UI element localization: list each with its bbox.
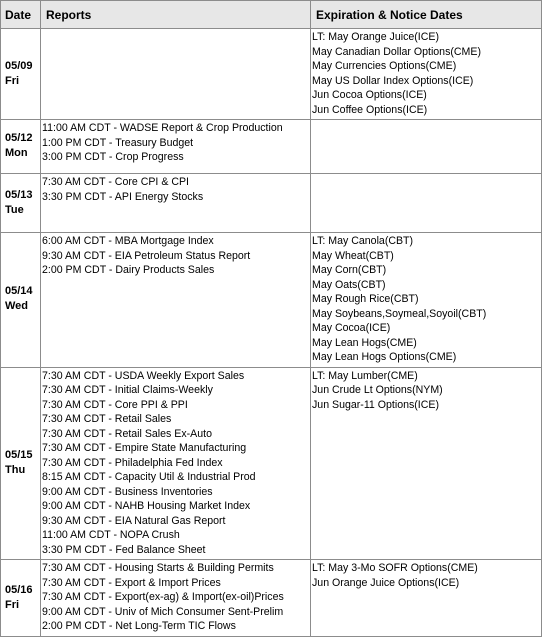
expiration-column-header: Expiration & Notice Dates [311, 1, 542, 29]
expirations-cell [311, 174, 542, 233]
expiration-item: May Wheat(CBT) [312, 249, 394, 262]
expiration-item: LT: May Lumber(CME) [312, 369, 418, 382]
report-item: 7:30 AM CDT - Core PPI & PPI [42, 398, 188, 411]
report-item: 7:30 AM CDT - Retail Sales Ex-Auto [42, 427, 212, 440]
reports-cell [41, 174, 311, 233]
report-item: 8:15 AM CDT - Capacity Util & Industrial Prod [42, 471, 256, 483]
date-label: 05/12 [5, 132, 33, 144]
report-item: 2:00 PM CDT - Net Long-Term TIC Flows [42, 620, 236, 632]
table-row [1, 29, 542, 120]
date-cell [1, 29, 41, 120]
expirations-cell [311, 29, 542, 120]
day-label: Tue [5, 203, 24, 216]
expirations-cell [311, 560, 542, 637]
report-item: 7:30 AM CDT - Housing Starts & Building Permits [42, 562, 274, 574]
expiration-item: May Canadian Dollar Options(CME) [312, 45, 481, 58]
date-label: 05/15 [5, 448, 33, 461]
expiration-item: May Oats(CBT) [312, 278, 386, 291]
report-item: 1:00 PM CDT - Treasury Budget [42, 136, 194, 149]
expiration-item: LT: May Orange Juice(ICE) [312, 31, 439, 43]
report-item: 7:30 AM CDT - Empire State Manufacturing [42, 442, 247, 454]
table-row [1, 120, 542, 174]
date-cell [1, 560, 41, 637]
day-label: Thu [5, 463, 26, 476]
table-row [1, 233, 542, 368]
expiration-item: Jun Coffee Options(ICE) [312, 103, 428, 116]
report-item: 11:00 AM CDT - WADSE Report & Crop Production [42, 122, 283, 134]
date-label: 05/13 [5, 188, 33, 201]
report-item: 3:30 PM CDT - Fed Balance Sheet [42, 543, 206, 556]
expiration-item: May Cocoa(ICE) [312, 322, 391, 334]
report-item: 7:30 AM CDT - Export(ex-ag) & Import(ex-oil)Prices [42, 591, 284, 603]
expiration-item: May Soybeans,Soymeal,Soyoil(CBT) [312, 307, 487, 320]
reports-cell [41, 120, 311, 174]
expiration-item: LT: May 3-Mo SOFR Options(CME) [312, 562, 478, 574]
report-item: 6:00 AM CDT - MBA Mortgage Index [42, 235, 214, 247]
expiration-item: Jun Crude Lt Options(NYM) [312, 384, 443, 396]
report-item: 7:30 AM CDT - Export & Import Prices [42, 576, 221, 589]
expiration-item: Jun Orange Juice Options(ICE) [312, 576, 460, 589]
date-cell [1, 233, 41, 368]
expiration-item: May Lean Hogs(CME) [312, 336, 417, 349]
expiration-item: Jun Sugar-11 Options(ICE) [312, 398, 439, 411]
day-label: Fri [5, 598, 20, 611]
reports-cell [41, 29, 311, 120]
date-label: 05/14 [5, 285, 33, 298]
expiration-item: May Currencies Options(CME) [312, 60, 457, 72]
table-row [1, 174, 542, 233]
calendar-body [1, 29, 542, 637]
expiration-item: Jun Cocoa Options(ICE) [312, 89, 427, 101]
report-item: 3:30 PM CDT - API Energy Stocks [42, 190, 204, 203]
report-item: 11:00 AM CDT - NOPA Crush [42, 529, 180, 541]
report-item: 7:30 AM CDT - USDA Weekly Export Sales [42, 369, 245, 382]
table-row [1, 367, 542, 560]
report-item: 2:00 PM CDT - Dairy Products Sales [42, 264, 215, 276]
reports-cell [41, 233, 311, 368]
date-column-header: Date [1, 1, 41, 29]
report-item: 7:30 AM CDT - Retail Sales [42, 413, 172, 425]
day-label: Mon [5, 147, 28, 159]
date-label: 05/09 [5, 59, 33, 72]
expiration-item: May Lean Hogs Options(CME) [312, 351, 457, 363]
expiration-item: May Rough Rice(CBT) [312, 293, 419, 305]
date-cell [1, 367, 41, 560]
report-item: 3:00 PM CDT - Crop Progress [42, 151, 184, 163]
table-row [1, 560, 542, 637]
report-item: 9:00 AM CDT - NAHB Housing Market Index [42, 500, 251, 512]
report-item: 7:30 AM CDT - Core CPI & CPI [42, 176, 189, 188]
expiration-item: May US Dollar Index Options(ICE) [312, 74, 474, 87]
date-cell [1, 174, 41, 233]
day-label: Fri [5, 74, 20, 87]
day-label: Wed [5, 300, 29, 313]
reports-cell [41, 367, 311, 560]
expirations-cell [311, 367, 542, 560]
expiration-item: LT: May Canola(CBT) [312, 235, 414, 247]
report-item: 7:30 AM CDT - Philadelphia Fed Index [42, 456, 223, 469]
date-label: 05/16 [5, 583, 33, 596]
reports-cell [41, 560, 311, 637]
expirations-cell [311, 233, 542, 368]
date-cell [1, 120, 41, 174]
header-row [1, 1, 542, 29]
expirations-cell [311, 120, 542, 174]
reports-column-header: Reports [41, 1, 311, 29]
report-item: 9:30 AM CDT - EIA Natural Gas Report [42, 514, 226, 527]
report-item: 9:00 AM CDT - Univ of Mich Consumer Sent-Prelim [42, 605, 284, 618]
report-item: 9:00 AM CDT - Business Inventories [42, 485, 213, 498]
expiration-item: May Corn(CBT) [312, 264, 387, 276]
report-item: 7:30 AM CDT - Initial Claims-Weekly [42, 384, 213, 396]
report-item: 9:30 AM CDT - EIA Petroleum Status Report [42, 249, 251, 262]
